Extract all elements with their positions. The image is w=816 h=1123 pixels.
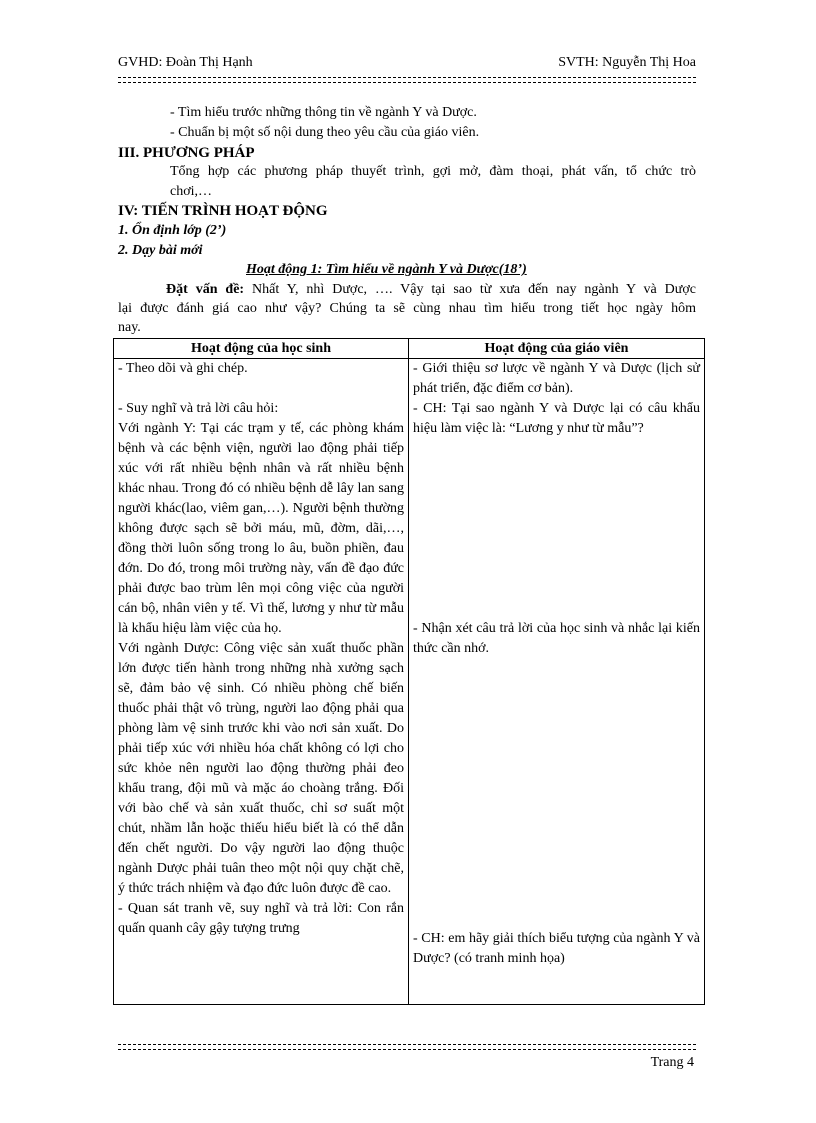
section-3-heading: III. PHƯƠNG PHÁP (118, 145, 255, 161)
page-number: Trang 4 (650, 1055, 694, 1070)
header-instructor: GVHD: Đoàn Thị Hạnh (118, 55, 253, 70)
step-2: 2. Dạy bài mới (118, 243, 203, 258)
student-p4: Với ngành Dược: Công việc sản xuất thuốc phần lớn được tiến hành trong những nhà xưởng sạch sẽ, đảm bảo vệ sinh. Có nhiều phòng chế biến thuốc phải thật vô trùng, người lao động phải qua phòng làm vệ sinh trước khi vào nơi sản xuất. Do phải tiếp xúc với nhiều hóa chất không có lợi cho sức khỏe nên người lao động thường phải đeo khẩu trang, đội mũ và mặc áo choàng trắng. Đối với bào chế và sản xuất thuốc, chỉ sơ suất một chút, nhầm lẫn hoặc thiếu hiểu biết là có thể dẫn đến chết người. Do vậy người lao động thuộc ngành Dược phải tuân theo một nội quy chặt chẽ, ý thức trách nhiệm và đạo đức luôn được đề cao. (118, 641, 404, 896)
prep-item-1: - Tìm hiểu trước những thông tin về ngành Y và Dược. (170, 105, 477, 120)
table-header-row (114, 339, 705, 359)
footer-rule (118, 1044, 696, 1050)
section-4-heading: IV: TIẾN TRÌNH HOẠT ĐỘNG (118, 203, 328, 219)
header-teacher-activity: Hoạt động của giáo viên (409, 339, 705, 359)
prep-item-2: - Chuẩn bị một số nội dung theo yêu cầu của giáo viên. (170, 125, 480, 140)
intro-label: Đặt vấn đề: (166, 282, 245, 297)
teacher-activity-cell (409, 359, 705, 1005)
student-p3: Với ngành Y: Tại các trạm y tế, các phòng khám bệnh và các bệnh viện, người lao động phải tiếp xúc với rất nhiều bệnh nhân và rất nhiều bệnh khác nhau. Trong đó có nhiều bệnh dễ lây lan sang người khác(lao, viêm gan,…). Người bệnh thường không được sạch sẽ bởi máu, mũ, đờm, dãi,…, đồng thời luôn sống trong lo âu, buồn phiền, đau đớn. Do đó, trong môi trường này, vấn đề đạo đức phải được bao trùm lên mọi công việc của người cán bộ, nhân viên y tế. Vì thế, lương y như từ mẫu là khẩu hiệu làm việc của họ. (118, 421, 404, 636)
activity-table (113, 338, 705, 1005)
activity-intro-line-2: lại được đánh giá cao như vậy? Chúng ta sẽ cùng nhau tìm hiểu trong tiết học ngày hôm (118, 301, 696, 316)
teacher-p2: - CH: Tại sao ngành Y và Dược lại có câu khẩu hiệu làm việc là: “Lương y như từ mẫu”? (413, 401, 700, 436)
student-activity-cell (114, 359, 409, 1005)
activity-title: Hoạt động 1: Tìm hiểu về ngành Y và Dược(18’) (246, 262, 527, 277)
step-1: 1. Ổn định lớp (2’) (118, 223, 227, 238)
teacher-p4: - CH: em hãy giải thích biểu tượng của ngành Y và Dược? (có tranh minh họa) (413, 931, 700, 966)
header-student: SVTH: Nguyễn Thị Hoa (558, 55, 696, 70)
student-p2: - Suy nghĩ và trả lời câu hỏi: (118, 401, 279, 416)
student-p1: - Theo dõi và ghi chép. (118, 361, 248, 376)
section-3-text-line-2: chơi,… (170, 184, 213, 199)
activity-intro-line-3: nay. (118, 320, 141, 335)
teacher-p1: - Giới thiệu sơ lược về ngành Y và Dược (lịch sử phát triển, đặc điểm cơ bản). (413, 361, 700, 396)
student-p5: - Quan sát tranh vẽ, suy nghĩ và trả lời: Con rắn quấn quanh cây gậy tượng trưng (118, 901, 404, 936)
section-3-text-line-1: Tổng hợp các phương pháp thuyết trình, gợi mở, đàm thoại, phát vấn, tổ chức trò (170, 164, 696, 179)
teacher-p3: - Nhận xét câu trả lời của học sinh và nhắc lại kiến thức cần nhớ. (413, 621, 700, 656)
page-header (118, 55, 696, 75)
activity-intro-line-1 (118, 282, 696, 298)
intro-text: Nhất Y, nhì Dược, …. Vậy tại sao từ xưa đến nay ngành Y và Dược (244, 282, 696, 297)
table-row (114, 359, 705, 1005)
header-student-activity: Hoạt động của học sinh (114, 339, 409, 359)
header-rule (118, 77, 696, 83)
